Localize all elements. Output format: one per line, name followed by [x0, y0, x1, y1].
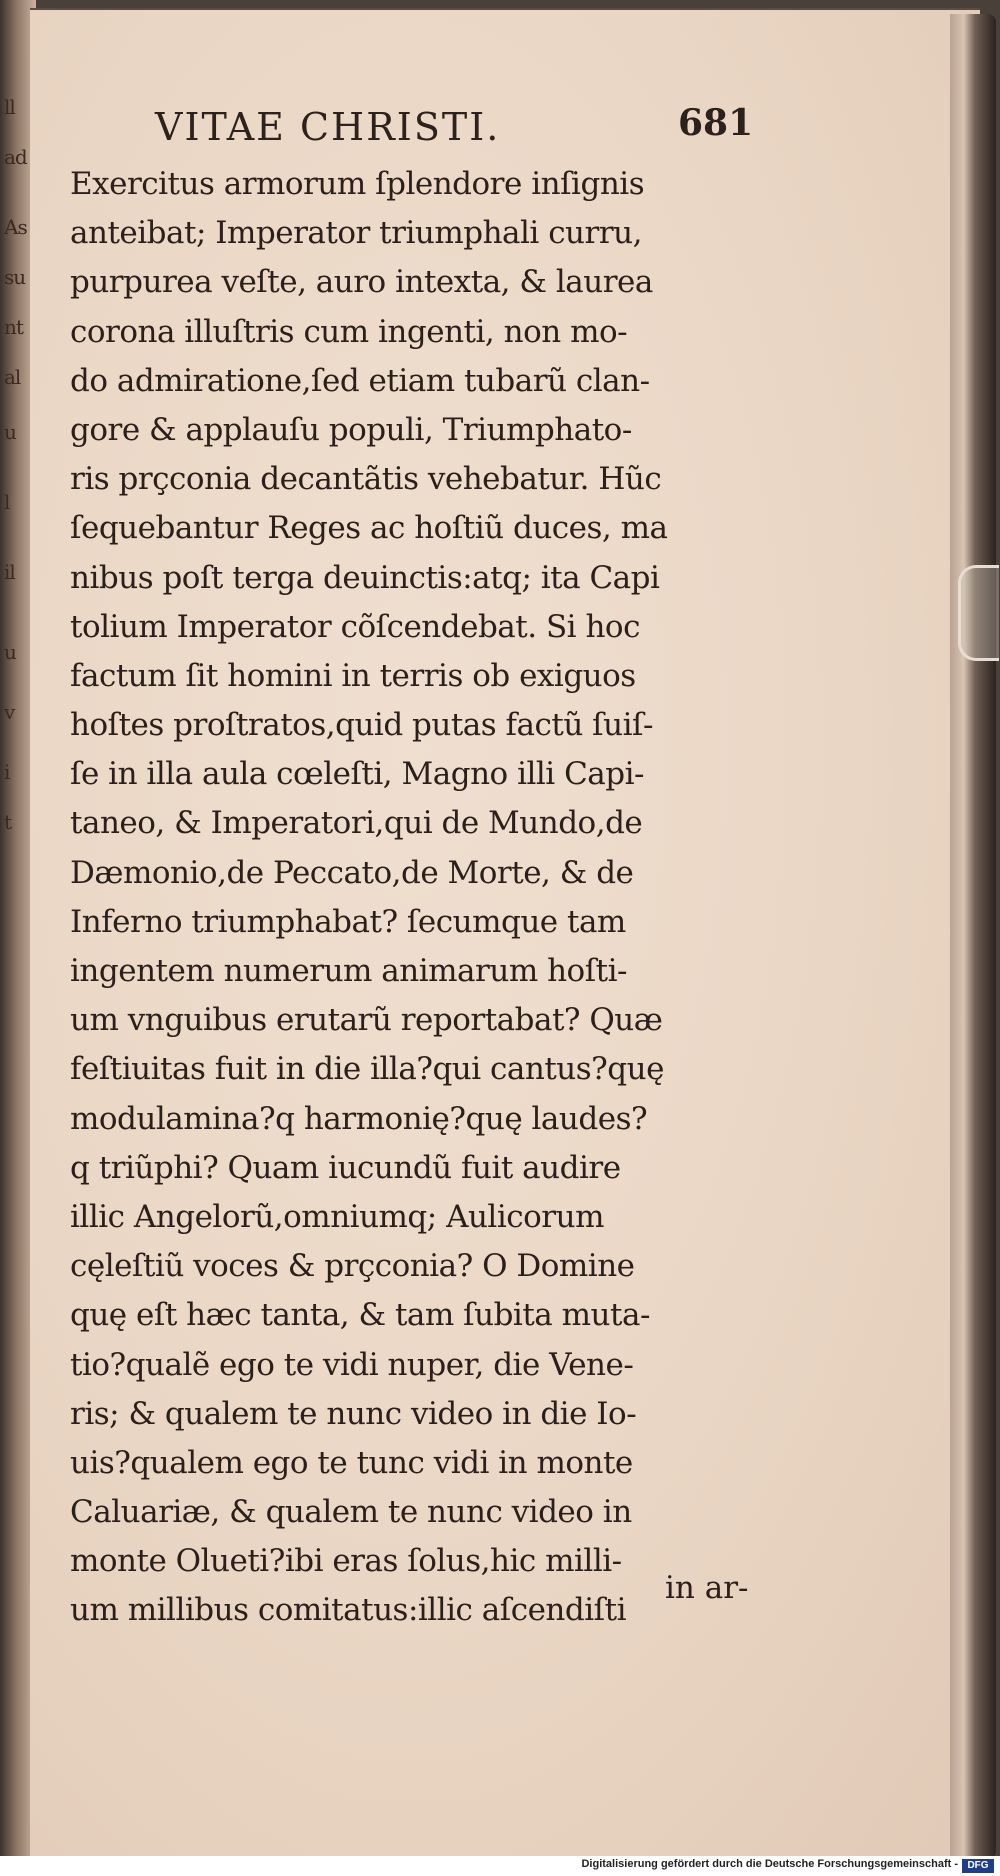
- text-line: taneo, & Imperatori,qui de Mundo,de: [70, 805, 643, 842]
- text-line: nibus poſt terga deuinctis:atq; ita Capi: [70, 559, 660, 596]
- margin-fragment: As: [4, 215, 27, 239]
- page-number: 681: [678, 102, 754, 144]
- text-line: ſe in illa aula cœleſti, Magno illi Capi-: [70, 756, 645, 793]
- catchword: in ar-: [665, 1570, 749, 1606]
- text-line: anteibat; Imperator triumphali curru,: [70, 215, 642, 252]
- text-line: ingentem numerum animarum hoſti-: [70, 953, 628, 989]
- running-head: VITAE CHRISTI.: [155, 105, 501, 149]
- text-line: feſtiuitas fuit in die illa?qui cantus?quę: [70, 1051, 664, 1088]
- text-line: Caluariæ, & qualem te nunc video in: [70, 1494, 632, 1531]
- margin-fragment: l: [4, 490, 10, 514]
- text-line: quę eſt hæc tanta, & tam ſubita muta-: [70, 1297, 650, 1334]
- text-line: ſequebantur Reges ac hoſtiũ duces, ma: [70, 510, 668, 547]
- text-line: uis?qualem ego te tunc vidi in monte: [70, 1444, 633, 1481]
- book-clasp: [958, 565, 999, 661]
- book-fore-edge: [950, 14, 996, 1859]
- text-line: Inferno triumphabat? ſecumque tam: [70, 903, 626, 940]
- text-line: hoſtes proſtratos,quid putas factũ ſuiſ-: [70, 707, 653, 744]
- text-line: ris; & qualem te nunc video in die Io-: [70, 1395, 637, 1432]
- text-line: monte Olueti?ibi eras ſolus,hic milli-: [70, 1543, 622, 1580]
- text-line: factum ſit homini in terris ob exiguos: [70, 657, 636, 694]
- text-line: purpurea veſte, auro intexta, & laurea: [70, 264, 653, 301]
- body-text: [70, 160, 770, 1636]
- text-line: corona illuſtris cum ingenti, non mo-: [70, 313, 628, 350]
- margin-fragment: v: [4, 700, 15, 724]
- margin-fragment: ad: [4, 145, 27, 169]
- funding-note: Digitalisierung gefördert durch die Deutsche Forschungsgemeinschaft -: [581, 1858, 958, 1870]
- text-line: modulamina?q harmonię?quę laudes?: [70, 1100, 648, 1137]
- text-line: um vnguibus erutarũ reportabat? Quæ: [70, 1002, 663, 1039]
- text-line: um millibus comitatus:illic aſcendiſti: [70, 1592, 626, 1629]
- text-line: gore & applauſu populi, Triumphato-: [70, 411, 632, 448]
- text-line: q triũphi? Quam iucundũ fuit audire: [70, 1149, 621, 1186]
- text-line: Exercitus armorum ſplendore inſignis: [70, 166, 645, 202]
- margin-fragment: u: [4, 640, 16, 664]
- margin-fragment: i: [4, 760, 10, 784]
- book-page: [30, 8, 980, 1856]
- margin-fragment: nt: [4, 315, 23, 339]
- text-line: ris prçconia decantãtis vehebatur. Hũc: [70, 461, 662, 498]
- margin-fragment: il: [4, 560, 15, 584]
- text-line: tolium Imperator cõſcendebat. Si hoc: [70, 608, 640, 645]
- text-line: Dæmonio,de Peccato,de Morte, & de: [70, 854, 634, 891]
- text-line: illic Angelorũ,omniumq; Aulicorum: [70, 1198, 604, 1235]
- margin-fragment: su: [4, 265, 26, 289]
- text-line: tio?qualẽ ego te vidi nuper, die Vene-: [70, 1346, 634, 1383]
- margin-fragment: t: [4, 810, 12, 834]
- margin-fragment: al: [4, 365, 21, 389]
- text-line: do admiratione,ſed etiam tubarũ clan-: [70, 362, 650, 399]
- margin-fragment: u: [4, 420, 16, 444]
- text-line: cęleſtiũ voces & prçconia? O Domine: [70, 1248, 635, 1285]
- dfg-logo: DFG: [962, 1859, 994, 1873]
- margin-fragment: ll: [4, 95, 15, 119]
